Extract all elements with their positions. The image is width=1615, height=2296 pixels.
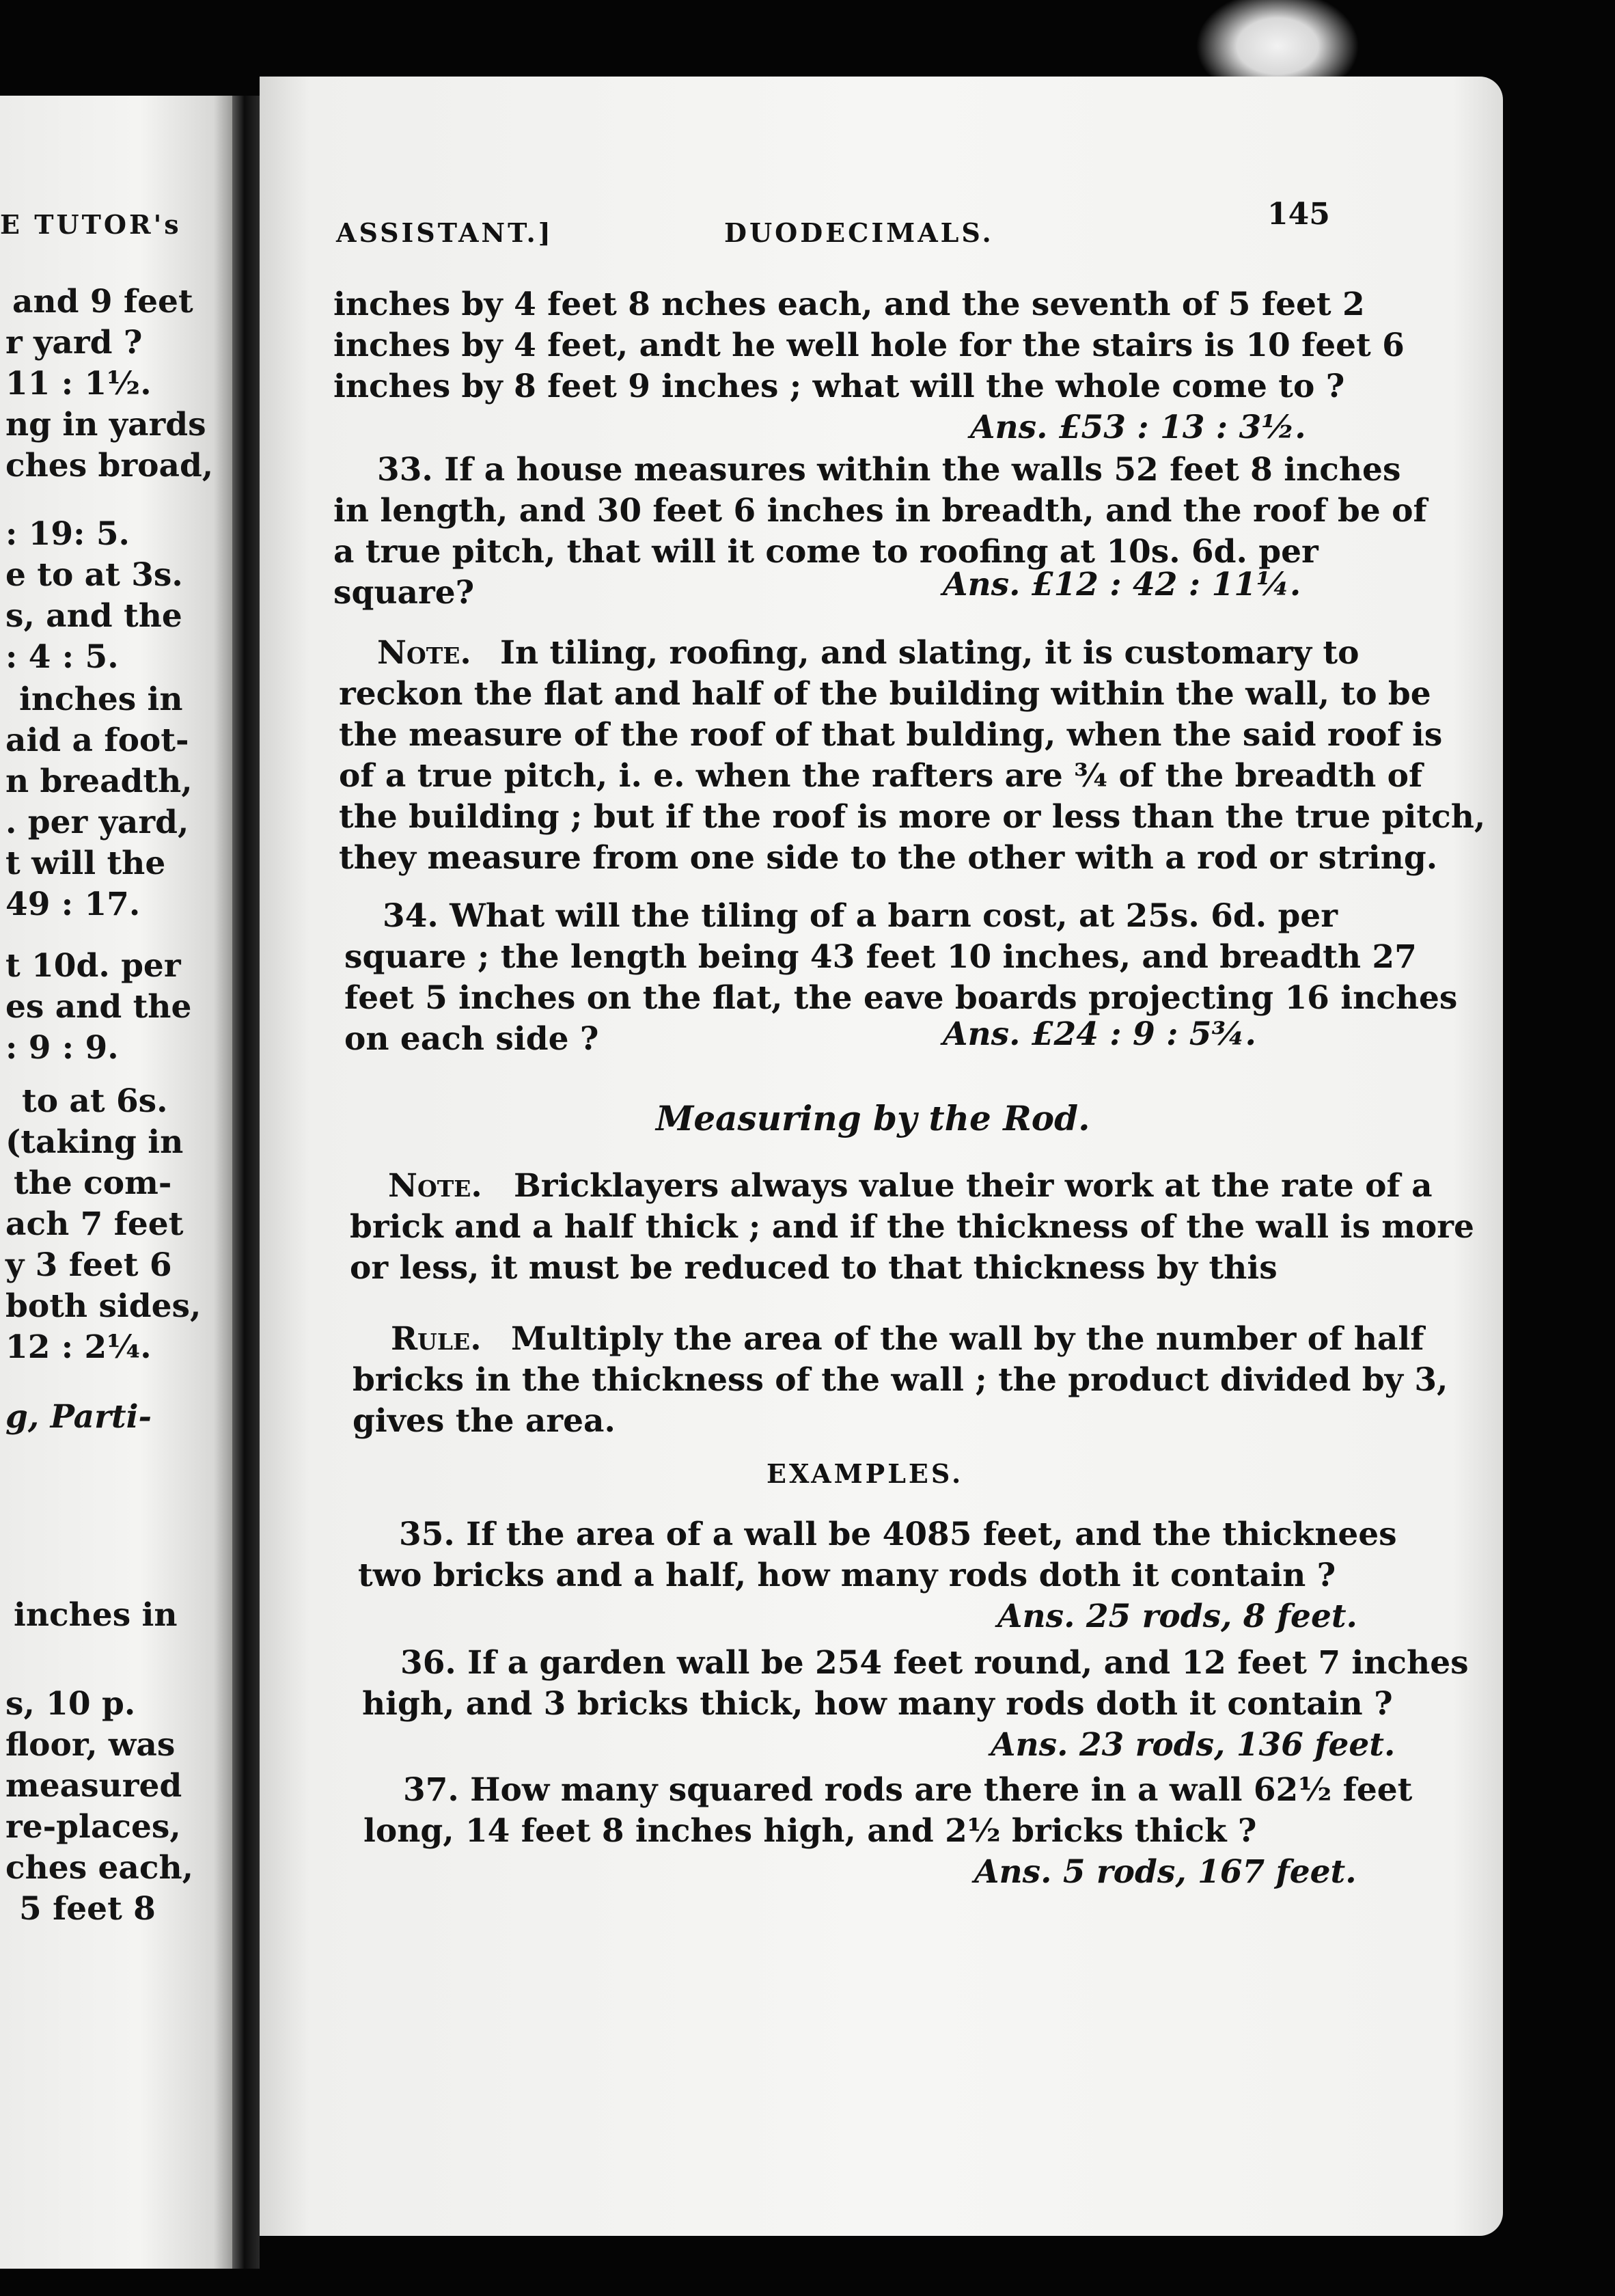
- text-line: square?: [333, 574, 475, 612]
- text-line: the building ; but if the roof is more or less than the true pitch,: [339, 798, 1486, 836]
- left-line: (taking in: [5, 1123, 184, 1161]
- text-line: inches by 8 feet 9 inches ; what will the whole come to ?: [333, 368, 1345, 405]
- text-line: bricks in the thickness of the wall ; the product divided by 3,: [353, 1361, 1448, 1399]
- text-line: long, 14 feet 8 inches high, and 2½ bricks thick ?: [363, 1812, 1257, 1850]
- left-line: ches each,: [5, 1849, 194, 1887]
- left-line: measured: [5, 1767, 182, 1805]
- left-line: ches broad,: [5, 447, 214, 484]
- text-line: 34. What will the tiling of a barn cost, at 25s. 6d. per: [383, 897, 1338, 935]
- text-line: brick and a half thick ; and if the thickness of the wall is more: [350, 1208, 1474, 1246]
- examples-heading: EXAMPLES.: [767, 1458, 964, 1489]
- text-line: in length, and 30 feet 6 inches in breadth, and the roof be of: [333, 492, 1427, 530]
- text-line: inches by 4 feet 8 nches each, and the seventh of 5 feet 2: [333, 286, 1365, 323]
- text-line: square ; the length being 43 feet 10 inches, and breadth 27: [344, 938, 1417, 976]
- book-gutter: [232, 96, 260, 2269]
- running-header-left: ASSISTANT.]: [336, 217, 553, 248]
- left-line: t 10d. per: [5, 947, 181, 985]
- left-line: es and the: [5, 988, 192, 1026]
- left-line: 49 : 17.: [5, 886, 141, 923]
- text-line: feet 5 inches on the flat, the eave boards projecting 16 inches: [344, 979, 1458, 1017]
- text-line: two bricks and a half, how many rods doth it contain ?: [358, 1557, 1336, 1594]
- left-line: t will the: [5, 845, 166, 882]
- text-line: 36. If a garden wall be 254 feet round, and 12 feet 7 inches: [400, 1644, 1469, 1682]
- text-line: In tiling, roofing, and slating, it is customary to: [500, 634, 1359, 672]
- left-line: n breadth,: [5, 763, 193, 800]
- section-heading: Measuring by the Rod.: [656, 1098, 1090, 1138]
- left-line: g, Parti-: [5, 1398, 152, 1436]
- left-line: the com-: [14, 1164, 172, 1202]
- text-line: or less, it must be reduced to that thickness by this: [350, 1249, 1278, 1287]
- answer: Ans. £12 : 42 : 11¼.: [943, 566, 1301, 603]
- left-line: s, 10 p.: [5, 1685, 136, 1723]
- left-line: to at 6s.: [22, 1082, 168, 1120]
- left-line: : 19: 5.: [5, 515, 130, 553]
- running-header-title: DUODECIMALS.: [724, 217, 994, 248]
- answer: Ans. £24 : 9 : 5¾.: [943, 1015, 1256, 1053]
- rule-label: Rule.: [391, 1320, 482, 1358]
- left-line: 12 : 2¼.: [5, 1328, 152, 1366]
- left-line: aid a foot-: [5, 722, 189, 759]
- left-line: and 9 feet: [12, 283, 193, 320]
- left-page: [0, 96, 232, 2269]
- text-line: 35. If the area of a wall be 4085 feet, and the thicknees: [399, 1516, 1397, 1553]
- text-line: 33. If a house measures within the walls 52 feet 8 inches: [377, 451, 1401, 489]
- text-line: they measure from one side to the other with a rod or string.: [339, 839, 1438, 877]
- text-line: gives the area.: [353, 1402, 616, 1440]
- left-line: s, and the: [5, 597, 182, 635]
- left-line: 11 : 1½.: [5, 365, 152, 402]
- left-line: inches in: [19, 681, 183, 718]
- left-header-fragment: E TUTOR's: [0, 209, 182, 240]
- text-line: Multiply the area of the wall by the number of half: [511, 1320, 1424, 1358]
- note-label: Note.: [388, 1167, 482, 1205]
- left-line: : 4 : 5.: [5, 638, 119, 676]
- page-number: 145: [1267, 197, 1330, 232]
- left-line: . per yard,: [5, 804, 189, 841]
- answer: Ans. 5 rods, 167 feet.: [974, 1853, 1357, 1891]
- left-line: both sides,: [5, 1287, 202, 1325]
- left-line: 5 feet 8: [19, 1890, 156, 1928]
- left-line: e to at 3s.: [5, 556, 183, 594]
- left-line: ng in yards: [5, 406, 206, 443]
- text-line: the measure of the roof of that bulding, when the said roof is: [339, 716, 1443, 754]
- answer: Ans. £53 : 13 : 3½.: [970, 409, 1306, 446]
- right-page: [260, 77, 1503, 2236]
- left-line: re-places,: [5, 1808, 181, 1846]
- left-line: ach 7 feet: [5, 1205, 184, 1243]
- text-line: of a true pitch, i. e. when the rafters are ¾ of the breadth of: [339, 757, 1423, 795]
- answer: Ans. 25 rods, 8 feet.: [997, 1598, 1357, 1635]
- text-line: a true pitch, that will it come to roofing at 10s. 6d. per: [333, 533, 1319, 571]
- left-line: inches in: [14, 1596, 178, 1634]
- left-line: r yard ?: [5, 324, 143, 361]
- text-line: reckon the flat and half of the building within the wall, to be: [339, 675, 1431, 713]
- left-line: floor, was: [5, 1726, 176, 1764]
- text-line: Bricklayers always value their work at the rate of a: [514, 1167, 1433, 1205]
- text-line: high, and 3 bricks thick, how many rods doth it contain ?: [362, 1685, 1393, 1723]
- left-line: : 9 : 9.: [5, 1029, 119, 1067]
- answer: Ans. 23 rods, 136 feet.: [991, 1726, 1396, 1764]
- text-line: on each side ?: [344, 1020, 599, 1058]
- text-line: inches by 4 feet, andt he well hole for the stairs is 10 feet 6: [333, 327, 1405, 364]
- left-line: y 3 feet 6: [5, 1246, 172, 1284]
- text-line: 37. How many squared rods are there in a wall 62½ feet: [403, 1771, 1413, 1809]
- note-label: Note.: [377, 634, 471, 672]
